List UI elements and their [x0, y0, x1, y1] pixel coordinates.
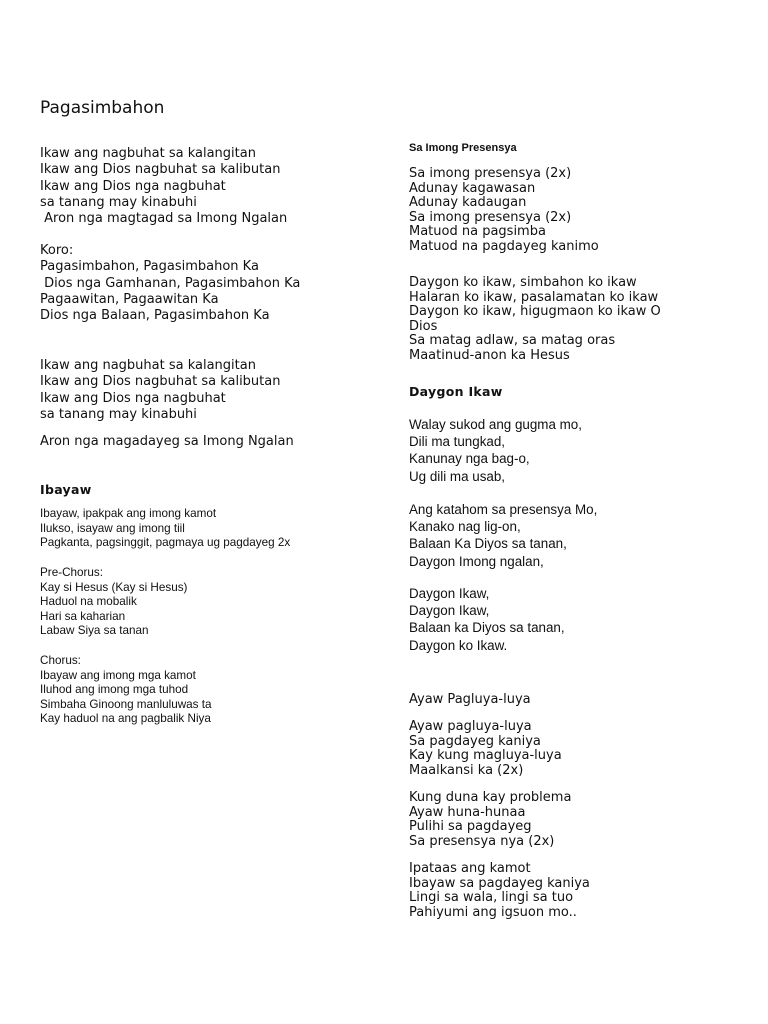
ibayaw-verse: Ibayaw, ipakpak ang imong kamot Ilukso, isayaw ang imong tiil Pagkanta, pagsinggit, pagmaya ug pagdayeg 2x: [40, 507, 291, 550]
song-title-ibayaw: Ibayaw: [40, 482, 92, 497]
ibayaw-pre-chorus: Pre-Chorus: Kay si Hesus (Kay si Hesus) Haduol na mobalik Hari sa kaharian Labaw Siya sa tanan: [40, 566, 188, 638]
song-title-sa-imong-presensya: Sa Imong Presensya: [409, 142, 517, 154]
song-title-ayaw-pagluya-luya: Ayaw Pagluya-luya: [409, 692, 531, 707]
ibayaw-chorus: Chorus: Ibayaw ang imong mga kamot Iluhod ang imong mga tuhod Simbaha Ginoong manluluwas ta Kay haduol na ang pagbalik Niya: [40, 654, 212, 726]
pagasimbahon-ending-line: Aron nga magadayeg sa Imong Ngalan: [40, 434, 294, 449]
ayaw-pagluya-luya-verse-3: Ipataas ang kamot Ibayaw sa pagdayeg kaniya Lingi sa wala, lingi sa tuo Pahiyumi ang igsuon mo..: [409, 861, 590, 920]
song-title-daygon-ikaw: Daygon Ikaw: [409, 384, 503, 399]
sa-imong-presensya-verse-2: Daygon ko ikaw, simbahon ko ikaw Halaran ko ikaw, pasalamatan ko ikaw Daygon ko ikaw, higugmaon ko ikaw O Dios Sa matag adlaw, sa matag oras Maatinud-anon ka Hesus: [409, 275, 661, 363]
song-title-pagasimbahon: Pagasimbahon: [40, 98, 165, 118]
sa-imong-presensya-verse-1: Sa imong presensya (2x) Adunay kagawasan Adunay kadaugan Sa imong presensya (2x) Matuod na pagsimba Matuod na pagdayeg kanimo: [409, 166, 599, 254]
ayaw-pagluya-luya-verse-2: Kung duna kay problema Ayaw huna-hunaa Pulihi sa pagdayeg Sa presensya nya (2x): [409, 790, 572, 849]
daygon-ikaw-verse-2: Ang katahom sa presensya Mo, Kanako nag lig-on, Balaan Ka Diyos sa tanan, Daygon Imong ngalan,: [409, 502, 598, 569]
daygon-ikaw-verse-3: Daygon Ikaw, Daygon Ikaw, Balaan ka Diyos sa tanan, Daygon ko Ikaw.: [409, 586, 565, 653]
pagasimbahon-verse-2: Ikaw ang nagbuhat sa kalangitan Ikaw ang Dios nagbuhat sa kalibutan Ikaw ang Dios nga nagbuhat sa tanang may kinabuhi: [40, 358, 281, 422]
daygon-ikaw-verse-1: Walay sukod ang gugma mo, Dili ma tungkad, Kanunay nga bag-o, Ug dili ma usab,: [409, 417, 582, 484]
pagasimbahon-chorus: Koro: Pagasimbahon, Pagasimbahon Ka Dios nga Gamhanan, Pagasimbahon Ka Pagaawitan, Pagaawitan Ka Dios nga Balaan, Pagasimbahon Ka: [40, 243, 301, 324]
ayaw-pagluya-luya-verse-1: Ayaw pagluya-luya Sa pagdayeg kaniya Kay kung magluya-luya Maalkansi ka (2x): [409, 719, 562, 778]
pagasimbahon-verse-1: Ikaw ang nagbuhat sa kalangitan Ikaw ang Dios nagbuhat sa kalibutan Ikaw ang Dios nga nagbuhat sa tanang may kinabuhi Aron nga magtagad sa Imong Ngalan: [40, 146, 288, 227]
